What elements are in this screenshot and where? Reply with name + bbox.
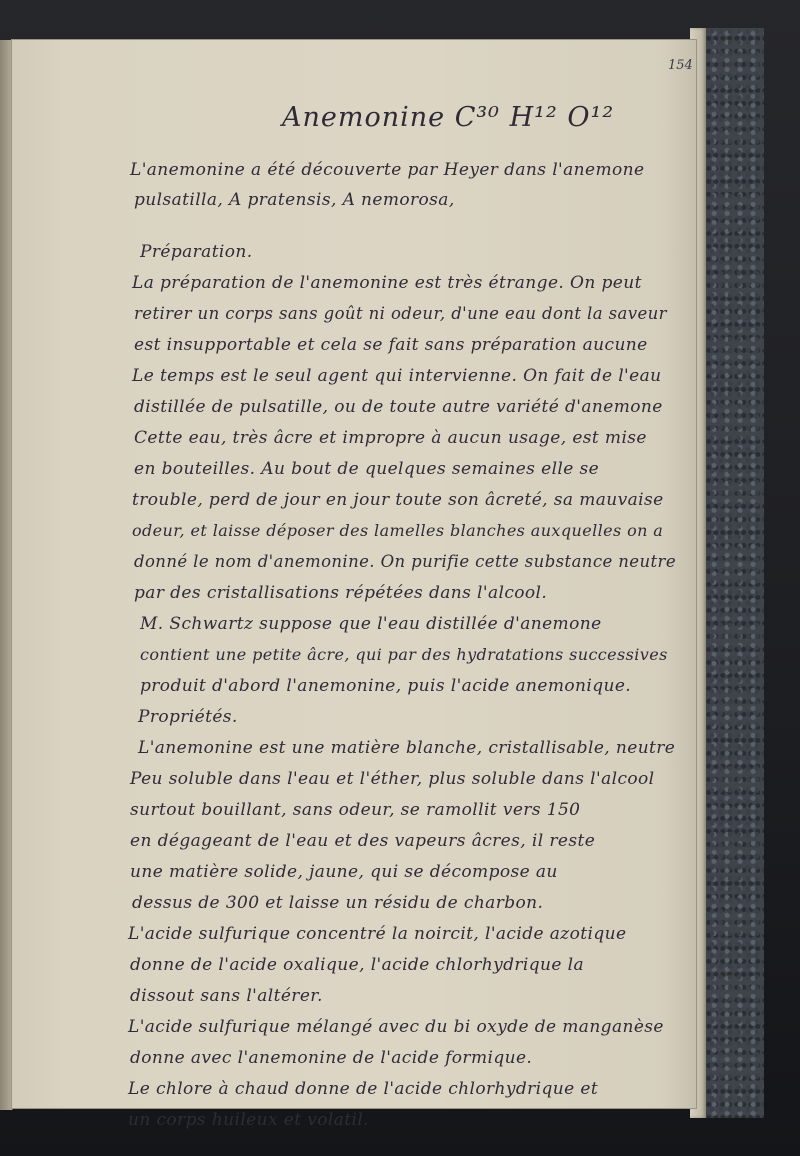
text-line: une matière solide, jaune, qui se décompose au [130, 862, 558, 882]
text-line: est insupportable et cela se fait sans préparation aucune [134, 335, 648, 355]
text-line: un corps huileux et volatil. [128, 1110, 369, 1130]
text-line: L'anemonine a été découverte par Heyer dans l'anemone [130, 160, 645, 180]
text-line: retirer un corps sans goût ni odeur, d'une eau dont la saveur [134, 304, 667, 323]
text-line: en bouteilles. Au bout de quelques semaines elle se [134, 459, 600, 479]
page-title: Anemonine C³⁰ H¹² O¹² [282, 102, 615, 133]
text-line: produit d'abord l'anemonine, puis l'acide anemonique. [140, 676, 632, 696]
page-number: 154 [668, 58, 693, 73]
text-line: L'acide sulfurique concentré la noircit, l'acide azotique [128, 924, 627, 944]
text-line: M. Schwartz suppose que l'eau distillée d'anemone [140, 614, 602, 634]
text-line: pulsatilla, A pratensis, A nemorosa, [134, 190, 455, 210]
text-line: Peu soluble dans l'eau et l'éther, plus soluble dans l'alcool [130, 769, 655, 789]
text-line: par des cristallisations répétées dans l'alcool. [134, 583, 548, 603]
section-heading: Propriétés. [138, 707, 238, 727]
text-line: trouble, perd de jour en jour toute son âcreté, sa mauvaise [132, 490, 664, 510]
text-line: L'anemonine est une matière blanche, cristallisable, neutre [138, 738, 676, 758]
text-line: dissout sans l'altérer. [130, 986, 323, 1006]
section-heading: Préparation. [140, 242, 253, 262]
text-line: contient une petite âcre, qui par des hydratations successives [140, 645, 668, 664]
text-line: en dégageant de l'eau et des vapeurs âcres, il reste [130, 831, 596, 851]
text-line: surtout bouillant, sans odeur, se ramollit vers 150 [130, 800, 581, 820]
notebook-page [12, 40, 696, 1130]
text-line: Cette eau, très âcre et impropre à aucun usage, est mise [134, 428, 647, 448]
text-line: La préparation de l'anemonine est très étrange. On peut [132, 273, 642, 293]
text-line: odeur, et laisse déposer des lamelles blanches auxquelles on a [132, 521, 664, 540]
text-line: Le chlore à chaud donne de l'acide chlorhydrique et [128, 1079, 599, 1099]
text-line: distillée de pulsatille, ou de toute autre variété d'anemone [134, 397, 663, 417]
text-line: Le temps est le seul agent qui intervienne. On fait de l'eau [132, 366, 662, 386]
text-line: donne avec l'anemonine de l'acide formique. [130, 1048, 533, 1068]
text-line: donné le nom d'anemonine. On purifie cette substance neutre [134, 552, 676, 571]
text-line: donne de l'acide oxalique, l'acide chlorhydrique la [130, 955, 584, 975]
text-line: dessus de 300 et laisse un résidu de charbon. [132, 893, 544, 913]
text-line: L'acide sulfurique mélangé avec du bi oxyde de manganèse [128, 1017, 664, 1037]
